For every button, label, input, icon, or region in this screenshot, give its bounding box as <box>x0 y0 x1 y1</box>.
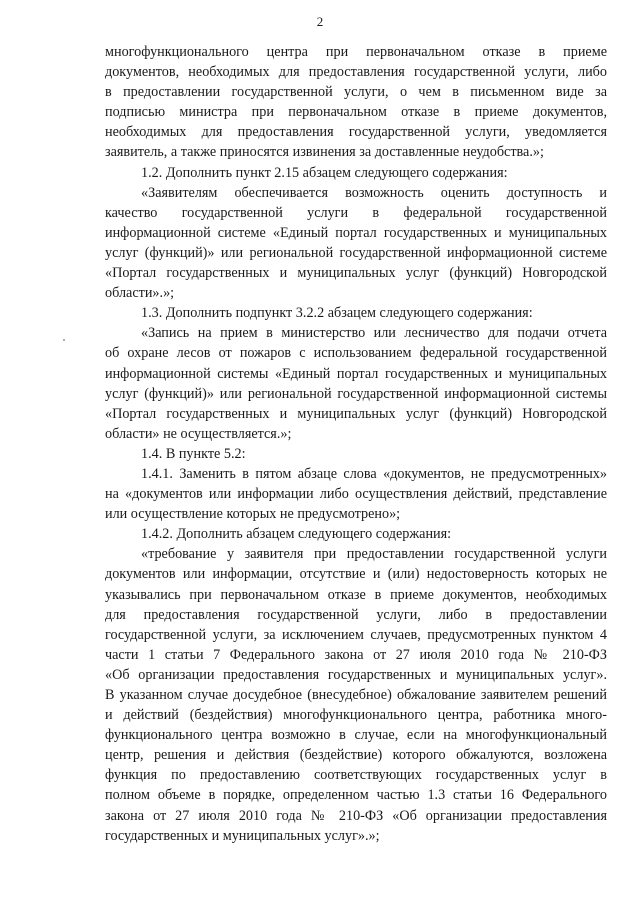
text-line: области».»; <box>105 285 175 302</box>
text-line: документов, необходимых для предоставления государственной услуги, либо <box>105 64 607 81</box>
text-line: необходимых для предоставления государственной услуги, уведомляется <box>105 124 607 141</box>
text-line: услуг (функций)» или региональной государственной информационной системе <box>105 244 607 261</box>
text-line: качество государственной услуги в федеральной государственной <box>105 204 607 221</box>
text-line: указывались при первоначальном отказе в приеме документов, необходимых <box>105 586 607 603</box>
text-line: в предоставлении государственной услуги, о чем в письменном виде за <box>105 84 607 101</box>
text-line: 1.2. Дополнить пункт 2.15 абзацем следующего содержания: <box>141 164 508 181</box>
text-line: заявитель, а также приносятся извинения за доставленные неудобства.»; <box>105 144 544 161</box>
text-line: функция по предоставлению соответствующих государственных услуг в <box>105 767 607 784</box>
text-line: государственных и муниципальных услуг».»; <box>105 827 380 844</box>
text-line: области» не осуществляется.»; <box>105 425 292 442</box>
text-line: и действий (бездействия) многофункционального центра, работника много- <box>105 707 607 724</box>
text-line: подписью министра при первоначальном отказе в приеме документов, <box>105 104 607 121</box>
text-line: центр, решения и действия (бездействие) которого обжалуются, возложена <box>105 747 607 764</box>
text-line: документов или информации, отсутствие и (или) недостоверность которых не <box>105 566 607 583</box>
text-line: «Запись на прием в министерство или лесничество для подачи отчета <box>141 325 607 342</box>
text-line: услуг (функций)» или региональной государственной информационной системы <box>105 385 607 402</box>
text-line: В указанном случае досудебное (внесудебное) обжалование заявителем решений <box>105 687 607 703</box>
text-line: информационной системе «Единый портал государственных и муниципальных <box>105 224 607 241</box>
text-line: многофункционального центра при первоначальном отказе в приеме <box>105 44 607 60</box>
text-line: «Портал государственных и муниципальных услуг (функций) Новгородской <box>105 265 607 282</box>
text-line: «Портал государственных и муниципальных услуг (функций) Новгородской <box>105 405 607 422</box>
text-line: информационной системы «Единый портал государственных и муниципальных <box>105 365 607 382</box>
text-line: 1.4. В пункте 5.2: <box>141 445 246 462</box>
text-line: 1.4.1. Заменить в пятом абзаце слова «документов, не предусмотренных» <box>141 465 607 482</box>
text-line: «требование у заявителя при предоставлении государственной услуги <box>141 546 607 563</box>
text-line: полном объеме в порядке, определенном частью 1.3 статьи 16 Федерального <box>105 787 607 804</box>
text-line: для предоставления государственной услуги, либо в предоставлении <box>105 606 607 623</box>
text-line: или осуществление которых не предусмотрено»; <box>105 506 401 523</box>
text-line: об охране лесов от пожаров с использованием федеральной государственной <box>105 345 607 362</box>
scan-speck <box>63 339 65 341</box>
document-body <box>105 42 607 846</box>
text-line: функционального центра возможно в случае, если на многофункциональный <box>105 727 607 744</box>
text-line: 1.4.2. Дополнить абзацем следующего содержания: <box>141 526 452 543</box>
text-line: «Об организации предоставления государственных и муниципальных услуг». <box>105 666 607 683</box>
text-line: государственной услуги, за исключением случаев, предусмотренных пунктом 4 <box>105 626 607 643</box>
text-line: 1.3. Дополнить подпункт 3.2.2 абзацем следующего содержания: <box>141 305 533 322</box>
page-number: 2 <box>316 14 324 29</box>
text-line: закона от 27 июля 2010 года № 210-ФЗ «Об организации предоставления <box>105 807 607 824</box>
text-line: на «документов или информации либо осуществления действий, представление <box>105 486 607 503</box>
text-line: части 1 статьи 7 Федерального закона от 27 июля 2010 года № 210-ФЗ <box>105 646 607 663</box>
text-line: «Заявителям обеспечивается возможность оценить доступность и <box>141 184 607 201</box>
